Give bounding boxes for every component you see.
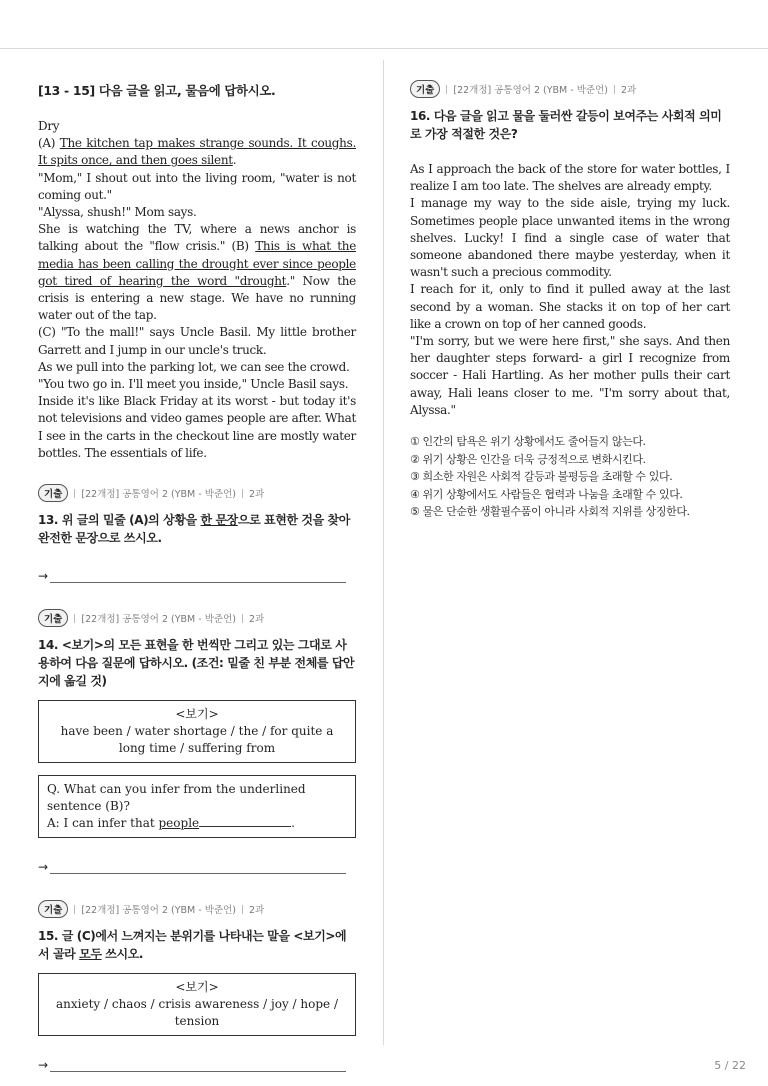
answer-underlined: people xyxy=(158,816,200,831)
source-lesson: 2과 xyxy=(248,489,265,501)
question-source xyxy=(38,484,356,502)
source-lesson: 2과 xyxy=(248,614,265,626)
box-content: anxiety / chaos / crisis awareness / joy / hope / tension xyxy=(55,997,338,1029)
column-divider xyxy=(383,60,384,1045)
passage-para-b: She is watching the TV, where a news anchor is talking about the "flow crisis." (B) This is what the media has been calling the drought ever since people got tired of hearing the word "drought." Now the crisis is entering a new stage. We have no running water out of the tap. xyxy=(38,222,356,323)
underlined-sentence-b: This is what the media has been calling the drought ever since people got tired of hearing the word "drought xyxy=(38,239,356,288)
passage-para: I reach for it, only to find it pulled away at the last second by a woman. She stacks it on top of her cart like a crown on top of her canned goods. xyxy=(410,282,730,331)
source-course: [22개정] 공통영어 2 (YBM - 박준언) xyxy=(81,905,236,917)
passage-para-a: (A) The kitchen tap makes strange sounds. It coughs. It spits once, and then goes silent. xyxy=(38,136,356,168)
left-column xyxy=(38,72,356,1072)
option-5[interactable]: ⑤ 물은 단순한 생활필수품이 아니라 사회적 지위를 상징한다. xyxy=(410,505,690,519)
question-16-passage xyxy=(410,161,730,419)
exam-tag: 기출 xyxy=(38,900,68,918)
arrow-icon: → xyxy=(38,569,49,584)
question-16: 16. 다음 글을 읽고 물을 둘러싼 갈등이 보여주는 사회적 의미로 가장 적절한 것은? xyxy=(410,109,722,141)
qa-box-14 xyxy=(38,775,356,838)
passage-para: As I approach the back of the store for water bottles, I realize I am too late. The shelves are already empty. xyxy=(410,162,730,194)
section-heading: [13 - 15] 다음 글을 읽고, 물음에 답하시오. xyxy=(38,83,276,98)
box-label: <보기> xyxy=(175,980,219,995)
box-content: have been / water shortage / the / for quite a long time / suffering from xyxy=(60,724,334,756)
question-14: 14. <보기>의 모든 표현을 한 번씩만 그리고 있는 그대로 사용하여 다음 질문에 답하시오. (조건: 밑줄 친 부분 전체를 답안지에 옮길 것) xyxy=(38,638,355,689)
passage-line: Inside it's like Black Friday at its worst - but today it's not televisions and video games people are after. What I see in the carts in the checkout line are mostly water bottles. The essentials of life. xyxy=(38,394,356,460)
page-number: 5 / 22 xyxy=(714,1059,746,1072)
passage-para: "I'm sorry, but we were here first," she says. And then her daughter steps forward- a girl I recognize from soccer - Hali Hartling. As her mother pulls their cart away, Hali leans closer to me. "I'm sorry about that, Alyssa." xyxy=(410,334,730,417)
passage-line: "You two go in. I'll meet you inside," Uncle Basil says. xyxy=(38,377,349,392)
question-source xyxy=(38,609,356,627)
example-box-15 xyxy=(38,973,356,1036)
option-1[interactable]: ① 인간의 탐욕은 위기 상황에서도 줄어들지 않는다. xyxy=(410,435,646,449)
arrow-icon: → xyxy=(38,860,49,875)
question-15: 15. 글 (C)에서 느껴지는 분위기를 나타내는 말을 <보기>에서 골라 모두 쓰시오. xyxy=(38,929,347,962)
passage-line: "Alyssa, shush!" Mom says. xyxy=(38,205,197,220)
passage-para: I manage my way to the side aisle, trying my luck. Sometimes people place unwanted items in the wrong shelves. Lucky! I find a single case of water that someone abandoned there maybe yesterday, when it wasn't such a precious commodity. xyxy=(410,196,730,280)
qa-question: Q. What can you infer from the underlined sentence (B)? xyxy=(47,782,306,814)
exam-tag: 기출 xyxy=(38,609,68,627)
source-course: [22개정] 공통영어 2 (YBM - 박준언) xyxy=(81,614,236,626)
option-4[interactable]: ④ 위기 상황에서도 사람들은 협력과 나눔을 초래할 수 있다. xyxy=(410,487,683,501)
box-label: <보기> xyxy=(175,707,219,722)
right-column xyxy=(410,72,730,521)
passage-para-c: (C) "To the mall!" says Uncle Basil. My little brother Garrett and I jump in our uncle's truck. xyxy=(38,325,356,357)
qa-answer: A: I can infer that people . xyxy=(47,816,295,831)
source-lesson: 2과 xyxy=(248,905,265,917)
option-3[interactable]: ③ 희소한 자원은 사회적 갈등과 불평등을 초래할 수 있다. xyxy=(410,470,673,484)
reading-passage xyxy=(38,118,356,462)
passage-line: "Mom," I shout out into the living room, "water is not coming out." xyxy=(38,170,356,202)
example-box-14 xyxy=(38,700,356,763)
question-source xyxy=(38,900,356,918)
exam-tag: 기출 xyxy=(410,80,440,98)
answer-options xyxy=(410,433,730,521)
source-lesson: 2과 xyxy=(620,85,637,96)
exam-tag: 기출 xyxy=(38,484,68,502)
source-course: [22개정] 공통영어 2 (YBM - 박준언) xyxy=(81,489,236,501)
question-13: 13. 위 글의 밑줄 (A)의 상황을 한 문장으로 표현한 것을 찾아 완전한 문장으로 쓰시오. xyxy=(38,513,350,546)
passage-line: As we pull into the parking lot, we can see the crowd. xyxy=(38,359,350,374)
answer-blank[interactable] xyxy=(199,816,291,827)
arrow-icon: → xyxy=(38,1058,49,1073)
answer-line-13[interactable] xyxy=(38,569,356,583)
question-source xyxy=(410,80,730,98)
answer-line-14[interactable] xyxy=(38,860,356,874)
header-rule xyxy=(0,48,768,49)
underlined-sentence-a: The kitchen tap makes strange sounds. It coughs. It spits once, and then goes silent xyxy=(38,136,356,168)
passage-title: Dry xyxy=(38,119,60,133)
source-course: [22개정] 공통영어 2 (YBM - 박준언) xyxy=(453,85,608,96)
answer-line-15[interactable] xyxy=(38,1058,356,1072)
option-2[interactable]: ② 위기 상황은 인간을 더욱 긍정적으로 변화시킨다. xyxy=(410,452,646,466)
